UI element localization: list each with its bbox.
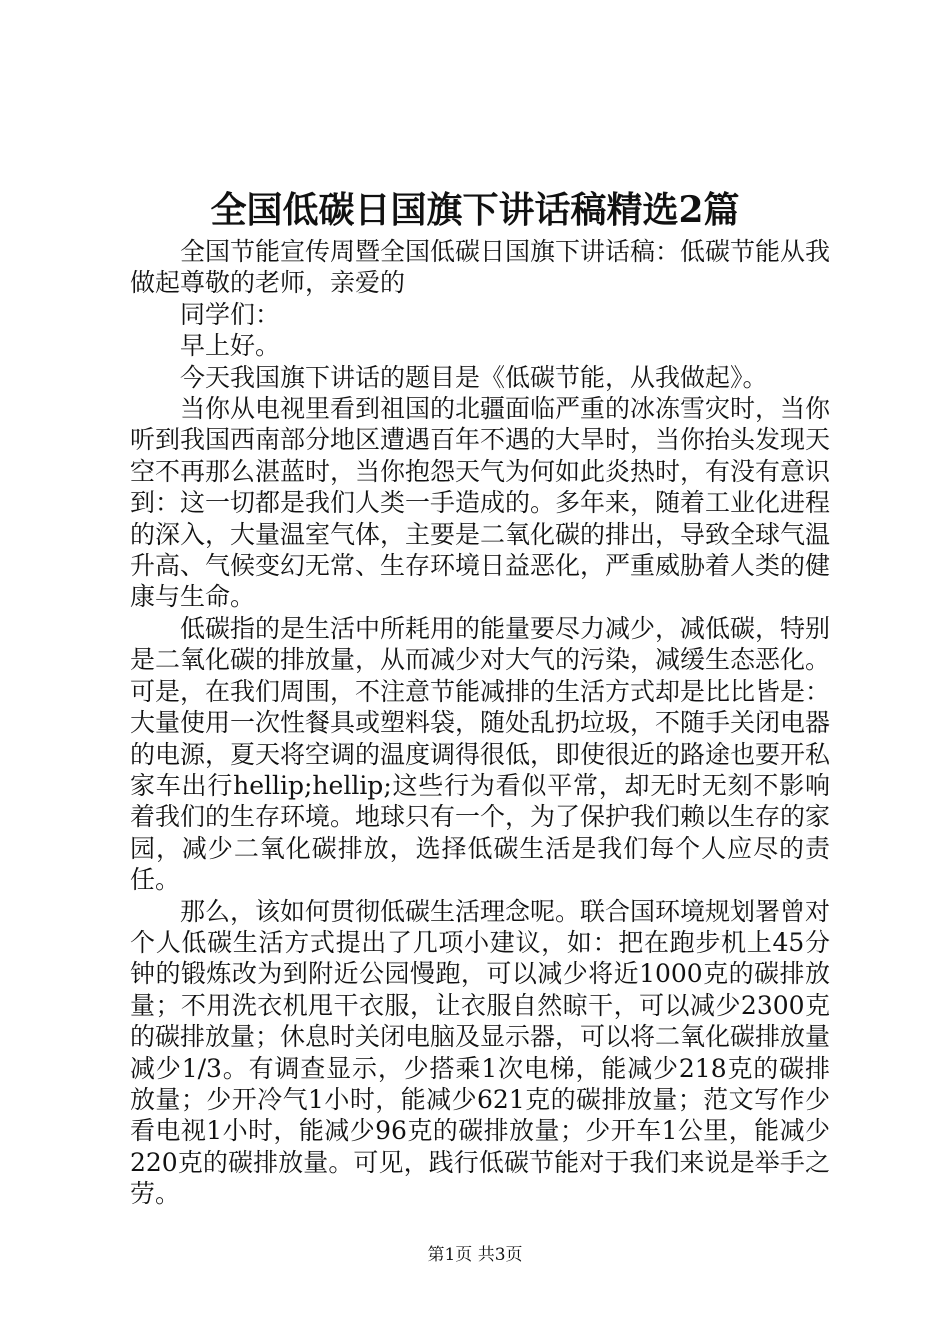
paragraph: 那么，该如何贯彻低碳生活理念呢。联合国环境规划署曾对个人低碳生活方式提出了几项小建议，如：把在跑步机上45分钟的锻炼改为到附近公园慢跑，可以减少将近1000克的碳排放量；不用洗衣机甩干衣服，让衣服自然晾干，可以减少2300克的碳排放量；休息时关闭电脑及显示器，可以将二氧化碳排放量减少1/3。有调查显示，少搭乘1次电梯，能减少218克的碳排放量；少开冷气1小时，能减少621克的碳排放量；范文写作少看电视1小时，能减少96克的碳排放量；少开车1公里，能减少220克的碳排放量。可见，践行低碳节能对于我们来说是举手之劳。	[130, 896, 831, 1209]
page-footer	[0, 1243, 950, 1267]
paragraph: 全国节能宣传周暨全国低碳日国旗下讲话稿：低碳节能从我做起尊敬的老师，亲爱的	[130, 237, 831, 298]
paragraph: 同学们：	[180, 299, 281, 329]
paragraph: 早上好。	[180, 331, 281, 361]
document-title: 全国低碳日国旗下讲话稿精选2篇	[210, 189, 740, 231]
page-number: 第1页 共3页	[427, 1245, 523, 1265]
document-body	[130, 236, 830, 1210]
paragraph: 今天我国旗下讲话的题目是《低碳节能，从我做起》。	[180, 362, 768, 392]
paragraph: 当你从电视里看到祖国的北疆面临严重的冰冻雪灾时，当你听到我国西南部分地区遭遇百年不遇的大旱时，当你抬头发现天空不再那么湛蓝时，当你抱怨天气为何如此炎热时，有没有意识到：这一切都是我们人类一手造成的。多年来，随着工业化进程的深入，大量温室气体，主要是二氧化碳的排出，导致全球气温升高、气候变幻无常、生存环境日益恶化，严重威胁着人类的健康与生命。	[130, 394, 831, 612]
paragraph: 低碳指的是生活中所耗用的能量要尽力减少，减低碳，特别是二氧化碳的排放量，从而减少对大气的污染，减缓生态恶化。可是，在我们周围，不注意节能减排的生活方式却是比比皆是：大量使用一次性餐具或塑料袋，随处乱扔垃圾，不随手关闭电器的电源，夏天将空调的温度调得很低，即使很近的路途也要开私家车出行hellip;hellip;这些行为看似平常，却无时无刻不影响着我们的生存环境。地球只有一个，为了保护我们赖以生存的家园，减少二氧化碳排放，选择低碳生活是我们每个人应尽的责任。	[130, 613, 831, 895]
